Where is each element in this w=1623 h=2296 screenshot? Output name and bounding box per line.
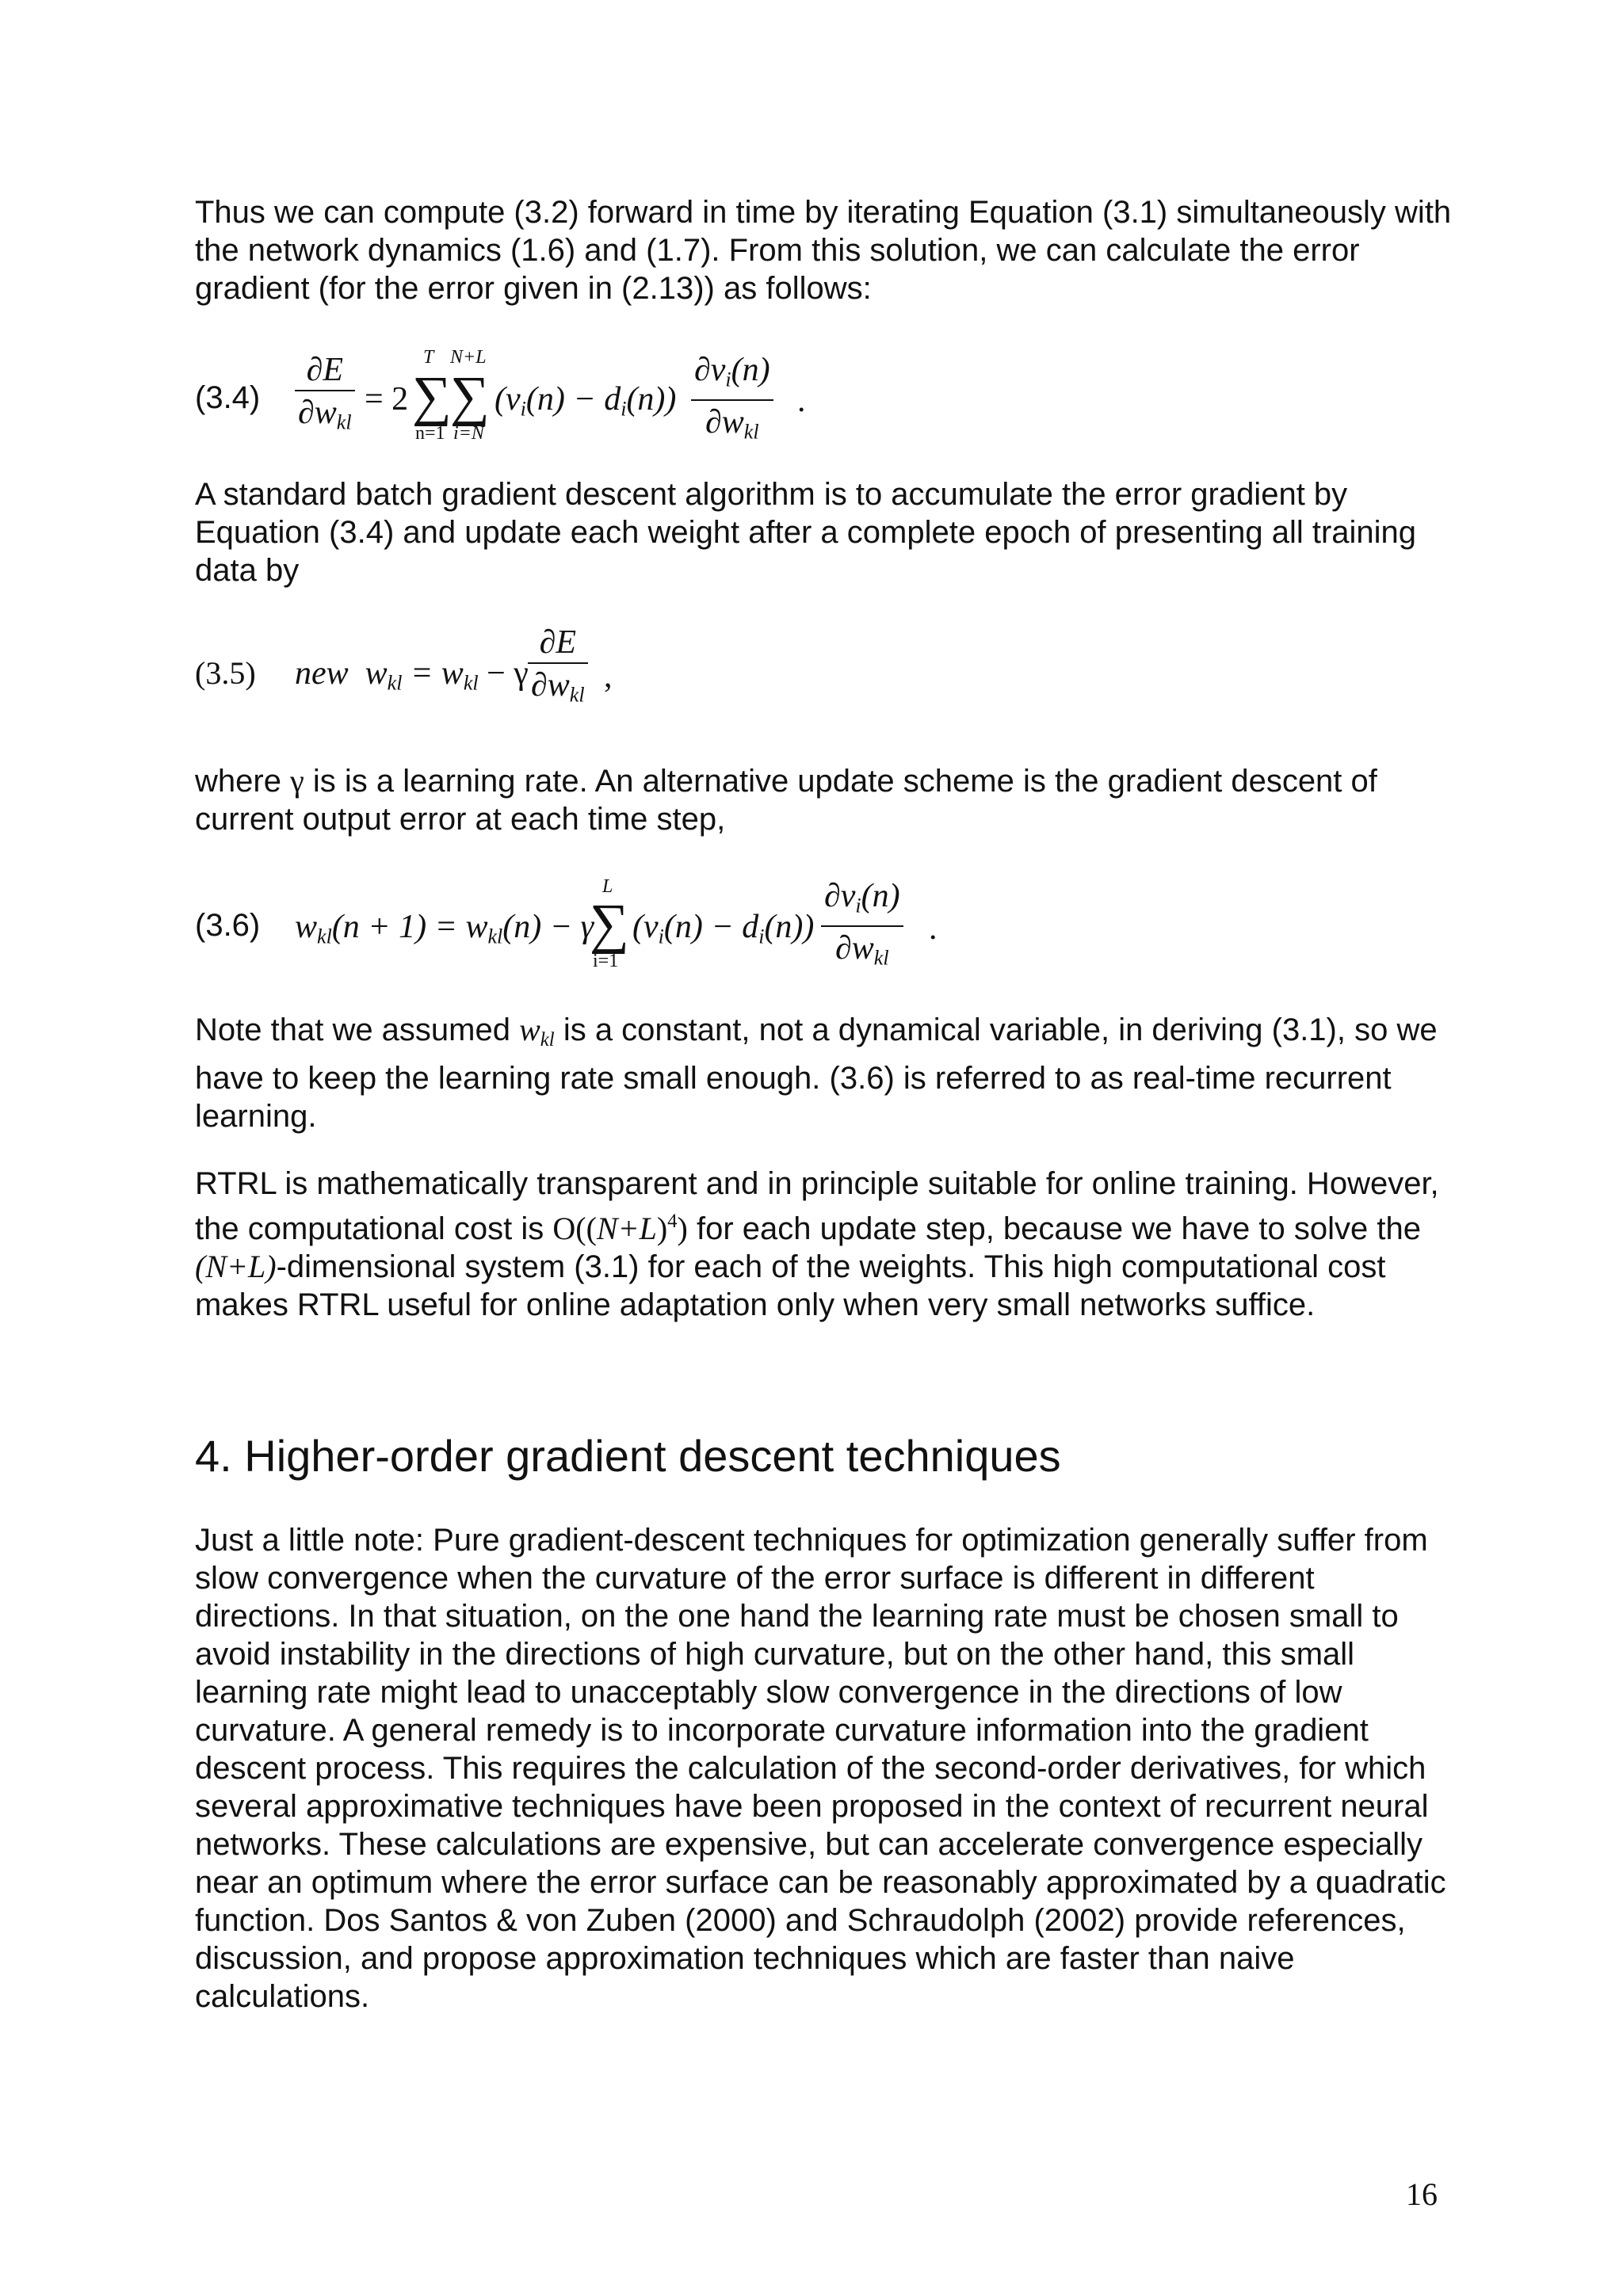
fraction-dvi-dwkl: $\partial v_i(n)$ $\partial w_{kl}$: [691, 350, 773, 454]
sum-symbol: ∑: [590, 894, 629, 955]
sum-upper: L: [602, 876, 613, 897]
update-lhs: $w_{kl}(n + 1) = w_{kl}(n) - \gamma$: [295, 909, 594, 948]
equation-number: (3.5): [195, 655, 256, 691]
error-term: $(v_i(n) - d_i(n))$: [632, 909, 815, 948]
equation-3-4: [195, 341, 1463, 483]
paragraph-learning-rate: where γ is is a learning rate. An alternative update scheme is the gradient descent of current output error at each time step,: [195, 763, 1377, 837]
fraction-dE-dwkl: ∂E $\partial w_{kl}$: [528, 623, 588, 716]
equation-number: (3.6): [195, 908, 261, 943]
section-heading: 4. Higher-order gradient descent techniques: [195, 1431, 1061, 1481]
sum-symbol: ∑: [412, 366, 452, 427]
sum1-lower: n=1: [415, 423, 445, 444]
paragraph-higher-order: Just a little note: Pure gradient-descent techniques for optimization generally suffer from slow convergence when the curvature of the error surface is different in different directions. In that situation, on the one hand the learning rate must be chosen small to avoid instability in the directions of high curvature, but on the other hand, this small learning rate might lead to unacceptably slow convergence in the directions of low curvature. A general remedy is to incorporate curvature information into the gradient descent process. This requires the calculation of the second-order derivatives, for which several approximative techniques have been proposed in the context of recurrent neural networks. These calculations are expensive, but can accelerate convergence especially near an optimum where the error surface can be reasonably approximated by a quadratic function. Dos Santos & von Zuben (2000) and Schraudolph (2002) provide references, discussion, and propose approximation techniques which are faster than naive calculations.: [195, 1523, 1446, 2014]
sum-lower: i=1: [593, 951, 619, 971]
page-number: 16: [1406, 2176, 1438, 2212]
equation-3-6: [195, 876, 1463, 1019]
paragraph-batch-gradient: A standard batch gradient descent algorithm is to accumulate the error gradient by Equation (3.4) and update each weight after a complete epoch of presenting all training data by: [195, 477, 1417, 588]
equation-number: (3.4): [195, 380, 261, 415]
sum1-upper: T: [423, 347, 434, 368]
sum2-upper: N+L: [450, 347, 487, 368]
comma: ,: [604, 658, 613, 695]
update-lhs: new $w_{kl} = w_{kl} - \gamma$: [295, 655, 529, 695]
equation-3-5: [195, 623, 1463, 765]
sum-symbol: ∑: [450, 366, 490, 427]
equals-two: = 2: [365, 381, 409, 418]
period: .: [929, 910, 938, 947]
paragraph-note: Note that we assumed $w_{kl}$ is a constant, not a dynamical variable, in deriving (3.1), so we have to keep the learning rate small enough. (3.6) is referred to as real-time recurrent learning.: [195, 1012, 1438, 1134]
paragraph-intro: Thus we can compute (3.2) forward in time by iterating Equation (3.1) simultaneously with the network dynamics (1.6) and (1.7). From this solution, we can calculate the error gradient (for the error given in (2.13)) as follows:: [195, 195, 1452, 306]
fraction-dvi-dwkl: $\partial v_i(n)$ $\partial w_{kl}$: [821, 876, 903, 980]
period: .: [797, 383, 806, 419]
error-term: $(v_i(n) - d_i(n))$: [495, 381, 677, 421]
fraction-dE-dwkl: ∂E $\partial w_{kl}$: [295, 350, 355, 444]
sum2-lower: i=N: [453, 423, 484, 444]
paragraph-rtrl-cost: RTRL is mathematically transparent and in principle suitable for online training. However, the computational cost is $O((N+L)^4)$ for each update step, because we have to solve the (N+L)-dimensional system (3.1) for each of the weights. This high computational cost makes RTRL useful for online adaptation only when very small networks suffice.: [195, 1166, 1439, 1322]
